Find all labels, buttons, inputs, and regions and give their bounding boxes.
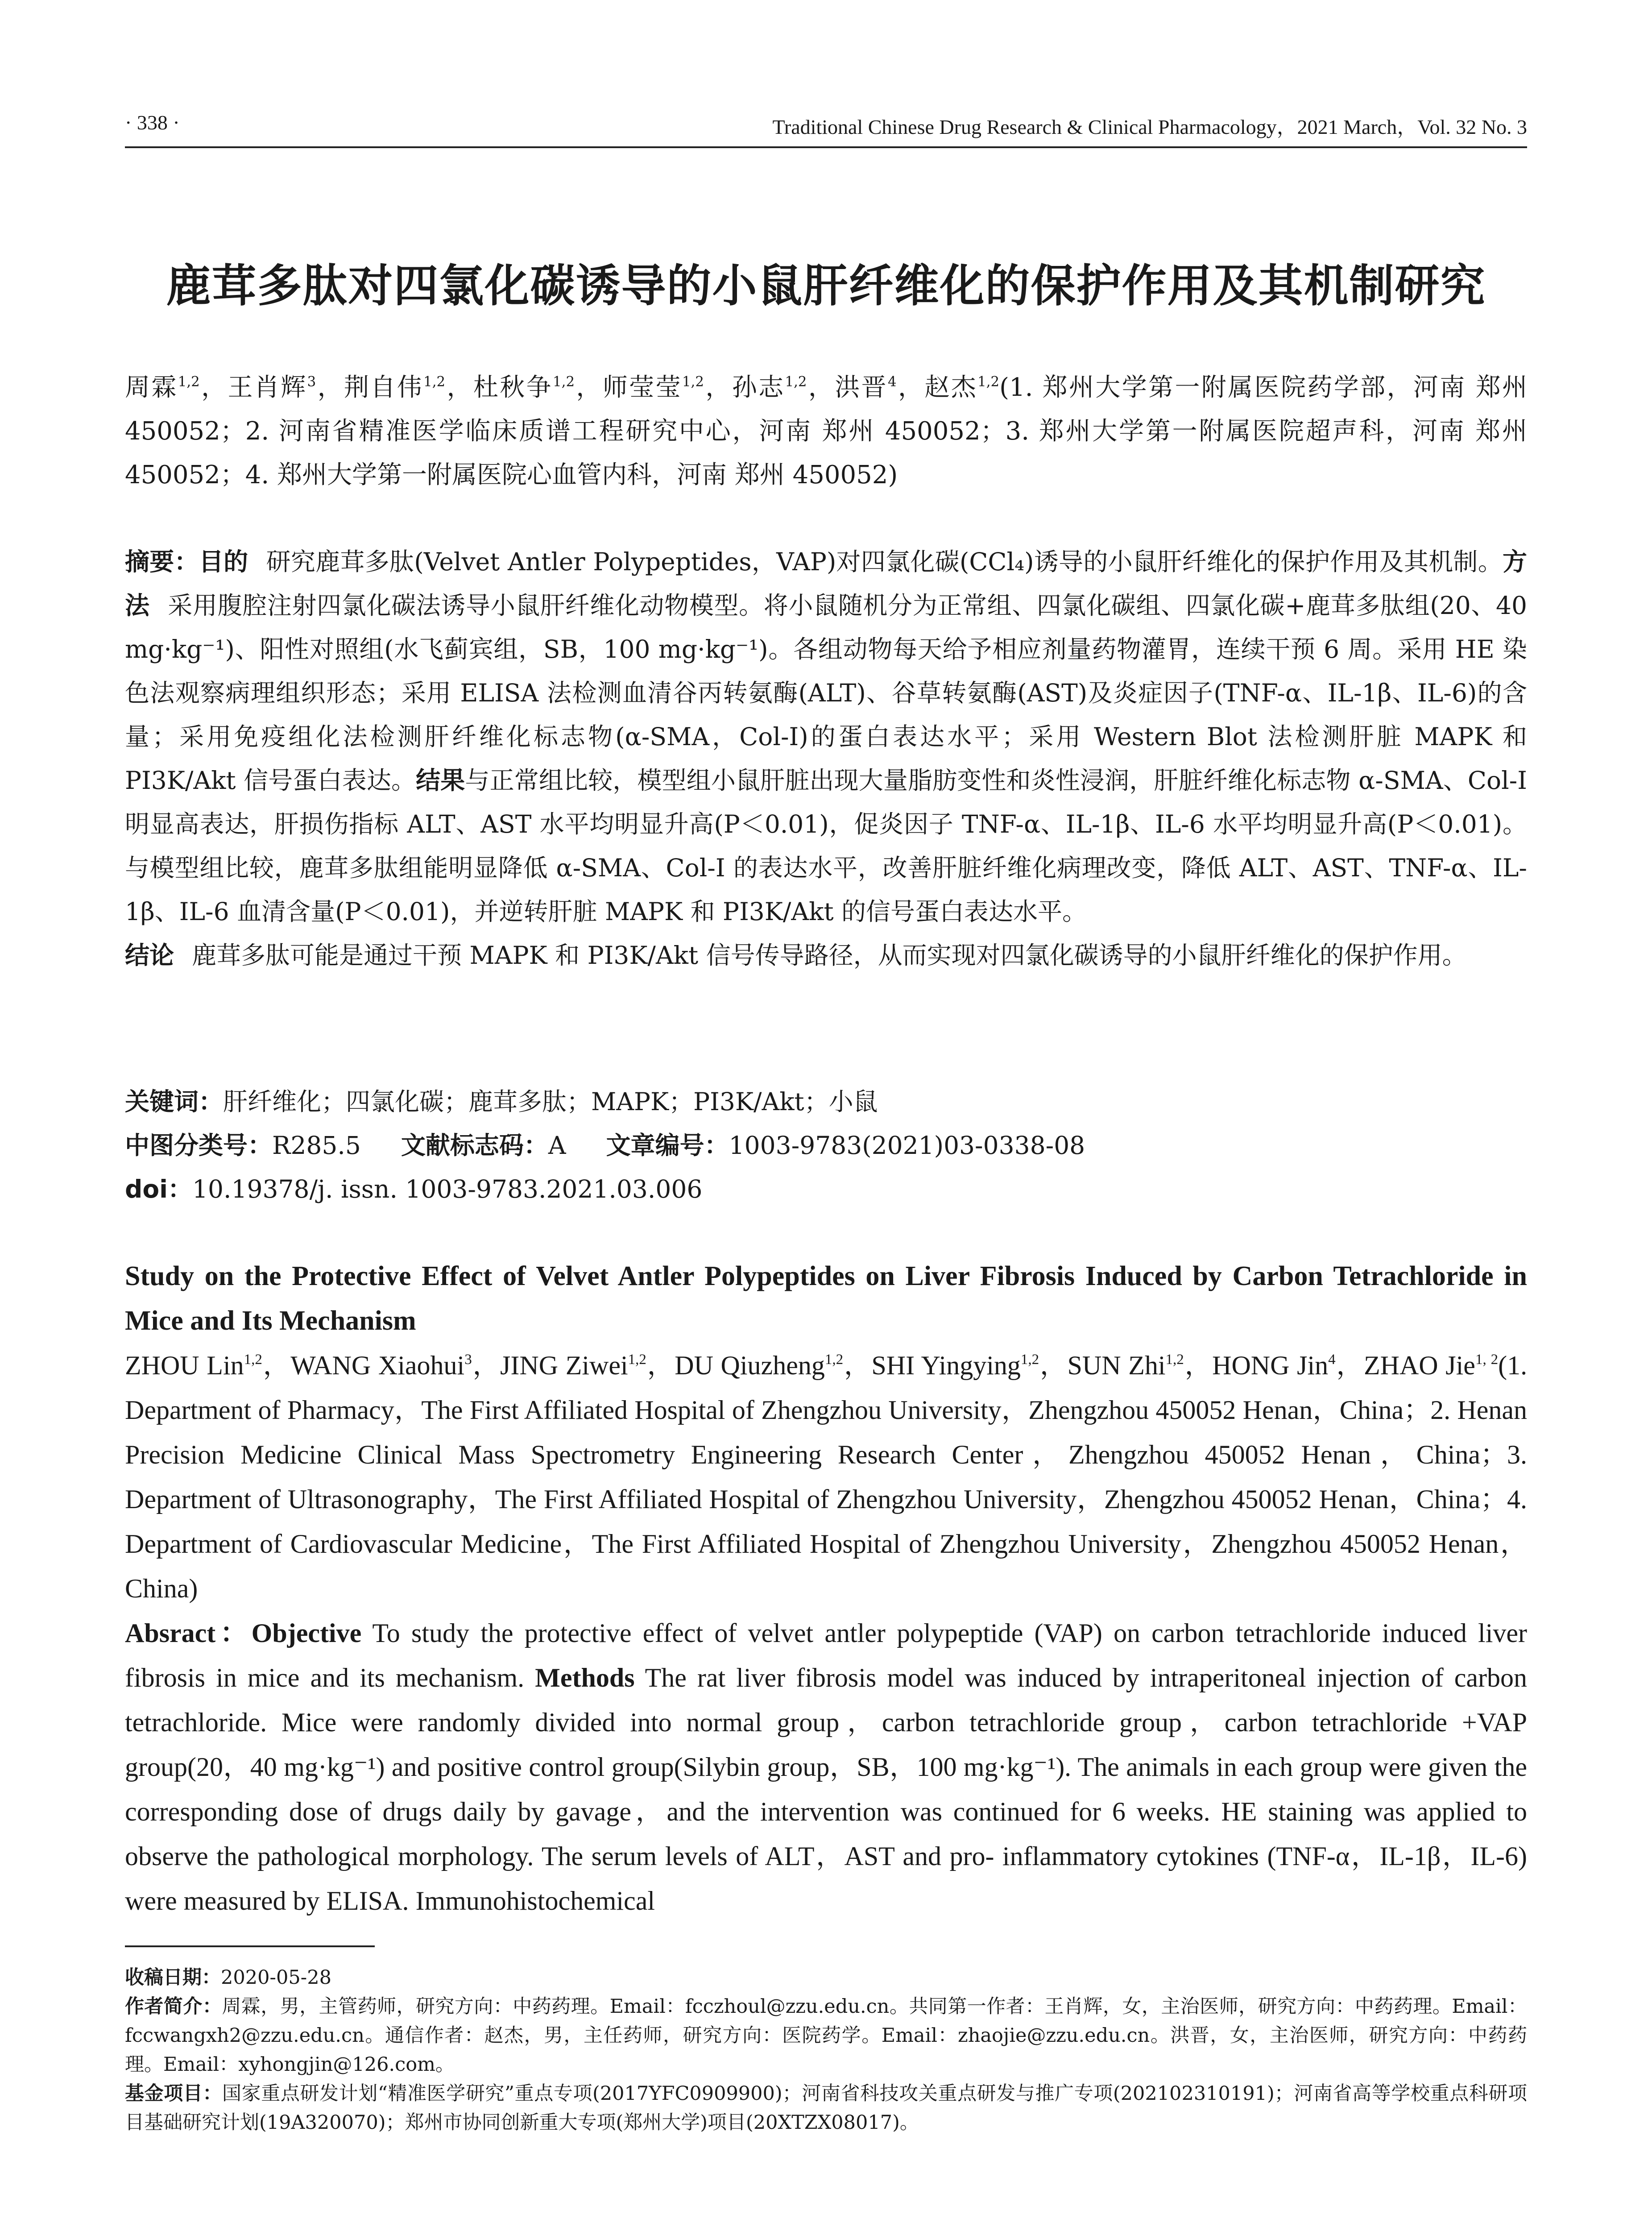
objective-label-en: Objective	[251, 1618, 362, 1648]
author-name: DU Qiuzheng	[675, 1351, 825, 1380]
author-name: 周霖	[125, 373, 178, 402]
author-name: JING Ziwei	[500, 1351, 628, 1380]
author-affiliation-mark: 1,2	[977, 373, 1000, 390]
abstract-label-en: Absract：	[125, 1618, 252, 1648]
author-affiliation-mark: 1, 2	[1475, 1351, 1499, 1368]
journal-citation: Traditional Chinese Drug Research & Clinical Pharmacology，2021 March，Vol. 32 No. 3	[772, 116, 1527, 138]
funding-label: 基金项目：	[125, 2082, 223, 2105]
authors-cn	[125, 366, 1527, 497]
conclusion-label-cn: 结论	[125, 941, 174, 970]
author-affiliation-mark: 1,2	[1165, 1351, 1184, 1368]
received-label: 收稿日期：	[125, 1966, 221, 1989]
doc-code-label: 文献标志码：	[401, 1131, 548, 1160]
objective-label-cn: 目的	[199, 547, 248, 576]
conclusion-text-cn: 鹿茸多肽可能是通过干预 MAPK 和 PI3K/Akt 信号传导路径，从而实现对四氯化碳诱导的小鼠肝纤维化的保护作用。	[192, 941, 1467, 970]
keywords-cn	[125, 1080, 1527, 1124]
received-value: 2020-05-28	[221, 1966, 331, 1989]
author-name: WANG Xiaohui	[290, 1351, 465, 1380]
abstract-cn	[125, 540, 1527, 977]
author-name: 赵杰	[924, 373, 978, 402]
author-name: SUN Zhi	[1067, 1351, 1166, 1380]
author-name: ZHAO Jie	[1363, 1351, 1475, 1380]
author-name: SHI Yingying	[871, 1351, 1021, 1380]
author-affiliation-mark: 1,2	[553, 373, 575, 390]
author-name: 王肖辉	[228, 373, 307, 402]
received-date	[125, 1963, 1527, 1992]
author-affiliation-mark: 1,2	[244, 1351, 262, 1368]
abstract-label: 摘要：	[125, 547, 199, 576]
doc-code-value: A	[548, 1131, 566, 1160]
authors-en	[125, 1343, 1527, 1611]
doi-line	[125, 1167, 1527, 1211]
author-affiliation-mark: 1,2	[178, 373, 200, 390]
article-number-label: 文章编号：	[606, 1131, 729, 1160]
page-number: · 338 ·	[125, 111, 180, 134]
author-name: 孙志	[732, 373, 785, 402]
results-label-cn: 结果	[416, 766, 465, 795]
abstract-en	[125, 1611, 1527, 1923]
keywords-value: 肝纤维化；四氯化碳；鹿茸多肽；MAPK；PI3K/Akt；小鼠	[223, 1087, 878, 1116]
doi-label: doi：	[125, 1175, 193, 1203]
title-en: Study on the Protective Effect of Velvet Antler Polypeptides on Liver Fibrosis Induced by Carbon Tetrachloride in Mice and Its Mechanism	[125, 1261, 1527, 1336]
funding-info	[125, 2079, 1527, 2137]
classification-line	[125, 1124, 1527, 1167]
running-header	[125, 111, 1527, 148]
author-name: 荆自伟	[344, 373, 424, 402]
author-affiliation-mark: 1,2	[423, 373, 446, 390]
objective-text-en: To study the protective effect of velvet antler polypeptide (VAP) on carbon tetrachloride induced liver fibrosis in mice and its mechanism.	[125, 1618, 1528, 1692]
author-name: 杜秋争	[473, 373, 553, 402]
author-list-cn: 周霖$^{1,2}$，王肖辉$^3$，荆自伟$^{1,2}$，杜秋争$^{1,2}$，师莹莹$^{1,2}$，孙志$^{1,2}$，洪晋$^4$，赵杰$^{1,2}$	[125, 373, 1000, 402]
funding-text: 国家重点研发计划“精准医学研究”重点专项(2017YFC0909900)；河南省科技攻关重点研发与推广专项(202102310191)；河南省高等学校重点科研项目基础研究计划(19A320070)；郑州市协同创新重大专项(郑州大学)项目(20XTZX08017)。	[125, 2082, 1527, 2134]
affiliations-en: (1. Department of Pharmacy，The First Affiliated Hospital of Zhengzhou University，Zhengzhou 450052 Henan，China；2. Henan Precision Medicine Clinical Mass Spectrometry Engineering Research Center，Zhengzhou 450052 Henan，China；3. Department of Ultrasonography，The First Affiliated Hospital of Zhengzhou University，Zhengzhou 450052 Henan，China；4. Department of Cardiovascular Medicine，The First Affiliated Hospital of Zhengzhou University，Zhengzhou 450052 Henan，China)	[125, 1351, 1528, 1603]
results-text-cn: 与正常组比较，模型组小鼠肝脏出现大量脂肪变性和炎性浸润，肝脏纤维化标志物 α-SMA、Col-I 明显高表达，肝损伤指标 ALT、AST 水平均明显升高(P＜0.01)，促炎因子 TNF-α、IL-1β、IL-6 水平均明显升高(P＜0.01)。与模型组比较，鹿茸多肽组能明显降低 α-SMA、Col-I 的表达水平，改善肝脏纤维化病理改变，降低 ALT、AST、TNF-α、IL-1β、IL-6 血清含量(P＜0.01)，并逆转肝脏 MAPK 和 PI3K/Akt 的信号蛋白表达水平。	[125, 766, 1527, 926]
author-affiliation-mark: 1,2	[1020, 1351, 1039, 1368]
methods-label-cn: 方法	[125, 547, 1527, 620]
author-affiliation-mark: 1,2	[824, 1351, 844, 1368]
footnote-divider	[125, 1945, 375, 1947]
author-name: HONG Jin	[1212, 1351, 1329, 1380]
author-name: 洪晋	[835, 373, 888, 402]
author-affiliation-mark: 3	[307, 373, 316, 390]
author-affiliation-mark: 3	[464, 1351, 472, 1368]
author-affiliation-mark: 4	[1328, 1351, 1336, 1368]
objective-text-cn: 研究鹿茸多肽(Velvet Antler Polypeptides，VAP)对四氯化碳(CCl₄)诱导的小鼠肝纤维化的保护作用及其机制。	[266, 547, 1503, 576]
methods-label-en: Methods	[535, 1663, 635, 1692]
author-affiliation-mark: 1,2	[682, 373, 704, 390]
author-name: ZHOU Lin	[125, 1351, 244, 1380]
methods-text-cn: 采用腹腔注射四氯化碳法诱导小鼠肝纤维化动物模型。将小鼠随机分为正常组、四氯化碳组、四氯化碳+鹿茸多肽组(20、40 mg·kg⁻¹)、阳性对照组(水飞蓟宾组，SB，100 mg·kg⁻¹)。各组动物每天给予相应剂量药物灌胃，连续干预 6 周。采用 HE 染色法观察病理组织形态；采用 ELISA 法检测血清谷丙转氨酶(ALT)、谷草转氨酶(AST)及炎症因子(TNF-α、IL-1β、IL-6)的含量；采用免疫组化法检测肝纤维化标志物(α-SMA，Col-I)的蛋白表达水平；采用 Western Blot 法检测肝脏 MAPK 和 PI3K/Akt 信号蛋白表达。	[125, 591, 1527, 795]
author-affiliation-mark: 1,2	[628, 1351, 646, 1368]
author-name: 师莹莹	[602, 373, 682, 402]
author-affiliation-mark: 4	[887, 373, 897, 390]
author-info-label: 作者简介：	[125, 1995, 222, 2018]
author-affiliation-mark: 1,2	[785, 373, 807, 390]
article-number-value: 1003-9783(2021)03-0338-08	[729, 1131, 1085, 1160]
clc-label: 中图分类号：	[125, 1131, 273, 1160]
affiliations-cn: (1. 郑州大学第一附属医院药学部，河南 郑州 450052；2. 河南省精准医学临床质谱工程研究中心，河南 郑州 450052；3. 郑州大学第一附属医院超声科，河南 郑州 450052；4. 郑州大学第一附属医院心血管内科，河南 郑州 450052)	[125, 373, 1528, 489]
title-cn: 鹿茸多肽对四氯化碳诱导的小鼠肝纤维化的保护作用及其机制研究	[166, 260, 1486, 312]
doi-value: 10.19378/j. issn. 1003-9783.2021.03.006	[192, 1175, 703, 1203]
keywords-label: 关键词：	[125, 1087, 224, 1116]
footnotes	[125, 1963, 1527, 2137]
author-info-text: 周霖，男，主管药师，研究方向：中药药理。Email：fcczhoul@zzu.edu.cn。共同第一作者：王肖辉，女，主治医师，研究方向：中药药理。Email：fccwangxh2@zzu.edu.cn。通信作者：赵杰，男，主任药师，研究方向：医院药学。Email：zhaojie@zzu.edu.cn。洪晋，女，主治医师，研究方向：中药药理。Email：xyhongjin@126.com。	[125, 1995, 1528, 2076]
clc-value: R285.5	[272, 1131, 361, 1160]
author-info	[125, 1992, 1527, 2079]
methods-text-en: The rat liver fibrosis model was induced by intraperitoneal injection of carbon tetrachloride. Mice were randomly divided into normal group，carbon tetrachloride group，carbon tetrachloride +VAP group(20，40 mg·kg⁻¹) and positive control group(Silybin group，SB，100 mg·kg⁻¹). The animals in each group were given the corresponding dose of drugs daily by gavage，and the intervention was continued for 6 weeks. HE staining was applied to observe the pathological morphology. The serum levels of ALT，AST and pro- inflammatory cytokines (TNF-α，IL-1β，IL-6) were measured by ELISA. Immunohistochemical	[125, 1663, 1528, 1916]
author-list-en: ZHOU Lin$^{1,2}$，WANG Xiaohui$^3$，JING Ziwei$^{1,2}$，DU Qiuzheng$^{1,2}$，SHI Yingying$^{1,2}$，SUN Zhi$^{1,2}$，HONG Jin$^4$，ZHAO Jie$^{1, 2}$	[125, 1351, 1499, 1380]
